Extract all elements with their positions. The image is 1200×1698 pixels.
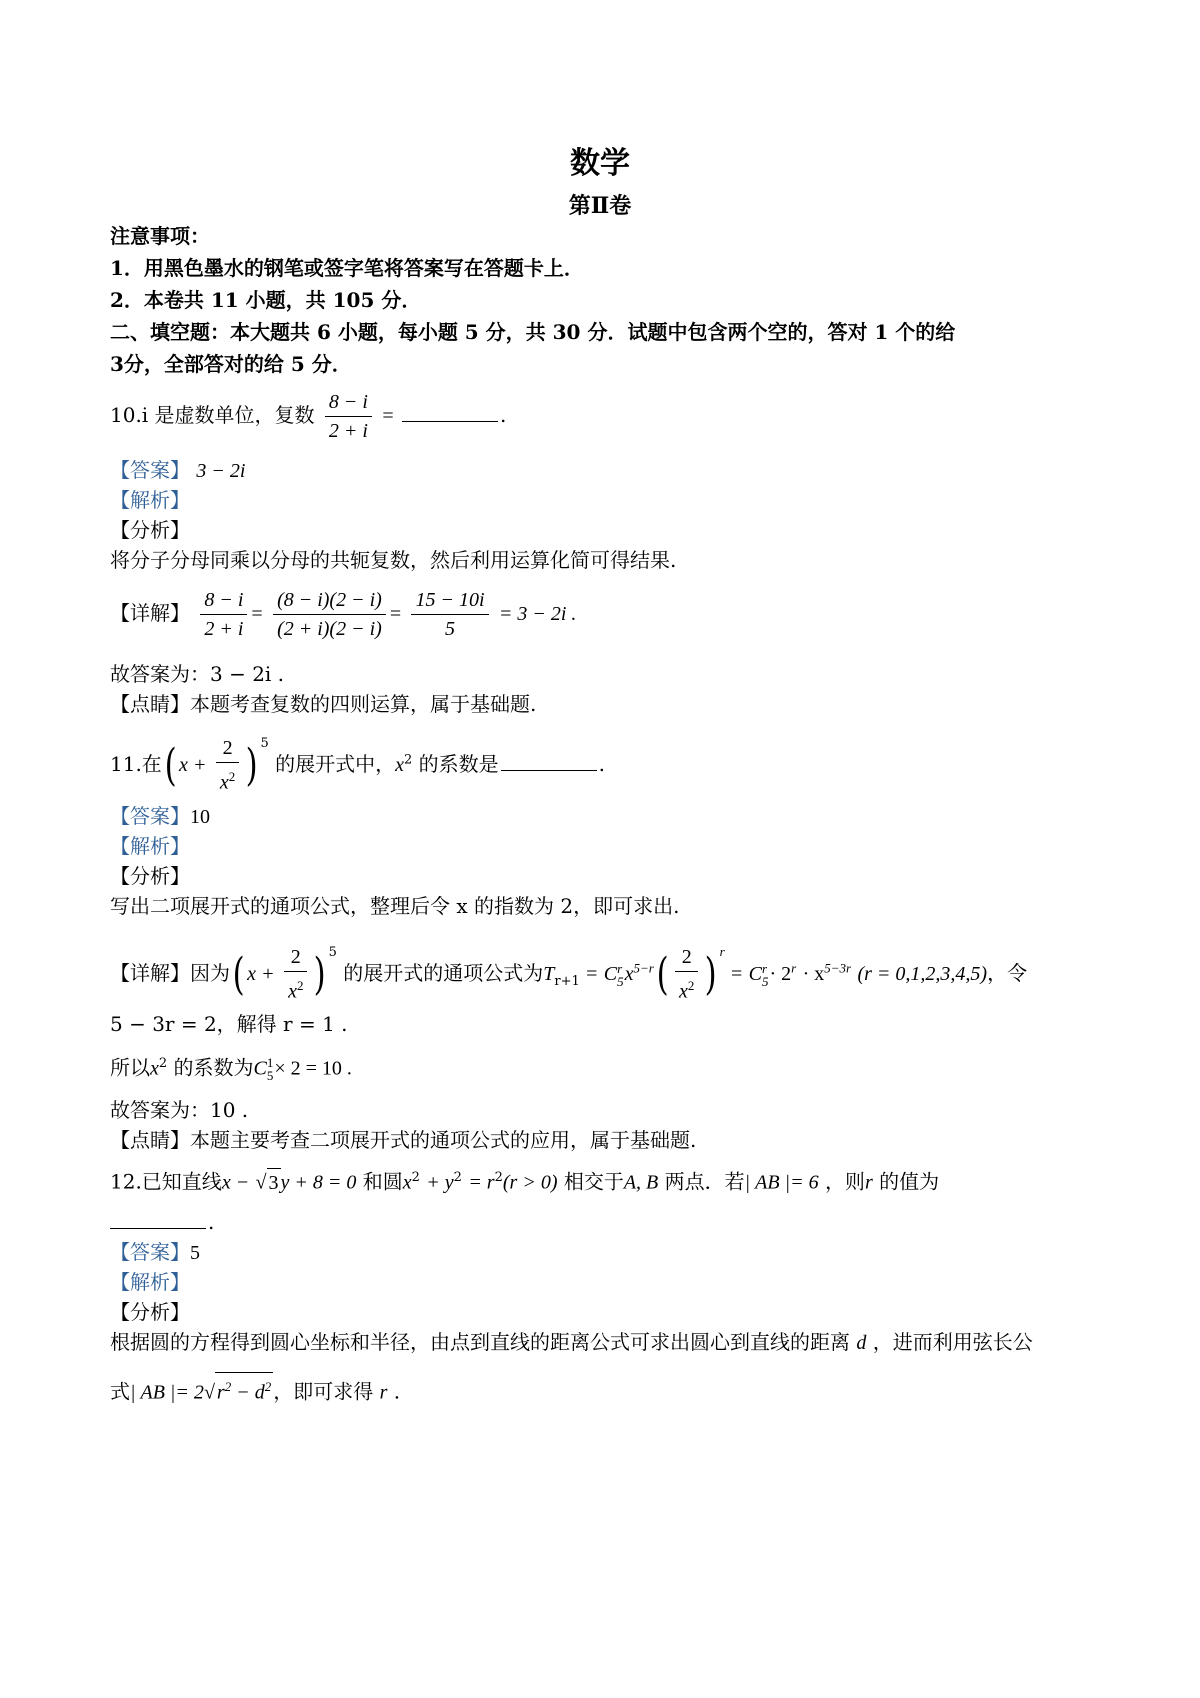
q11-coef-mid: 的系数为 [173, 1055, 254, 1080]
q11-dianjing-text: 本题主要考查二项展开式的通项公式的应用，属于基础题. [190, 1128, 697, 1152]
q11-fraction [216, 734, 239, 797]
page-title: 数学 [570, 146, 630, 181]
q10-detail-den-3: 5 [444, 618, 455, 640]
notice-heading: 注意事项： [110, 224, 210, 248]
q12-stem-suffix: 的值为 [879, 1169, 940, 1194]
q10-detail-num-3: 15 − 10i [411, 586, 488, 615]
q10-detail-den-1: 2 + i [204, 618, 244, 640]
q12-analysis-tag: 【解析】 [110, 1270, 190, 1294]
q12-exp-1: 2 [411, 1170, 420, 1185]
q12-stem-prefix: 12.已知直线 [110, 1169, 222, 1194]
section-instruction-line-2: 3分，全部答对的给 5 分． [110, 352, 352, 376]
q11-dianjing-tag: 【点睛】 [110, 1128, 190, 1152]
q11-coef-C-sub: 5 [266, 1068, 274, 1084]
q10-period: . [499, 403, 507, 427]
q10-final: 故答案为：3 − 2i . [110, 662, 285, 686]
q12-exp-3: 2 [494, 1170, 503, 1185]
q11-coef-suffix: × 2 = 10 . [274, 1057, 352, 1080]
q11-ling: ，令 [987, 961, 1028, 985]
q11-coef [110, 1050, 352, 1083]
q11-C2-sup: r [762, 960, 768, 976]
q10-fenxi-text: 将分子分母同乘以分母的共轭复数，然后利用运算化简可得结果. [110, 548, 677, 572]
q11-T: T [543, 963, 555, 985]
q11-coef-C: C [253, 1057, 267, 1080]
q12-fenxi-r: r [379, 1381, 388, 1404]
q12-circle-a: x [402, 1171, 412, 1194]
q11-answer-value: 10 [190, 806, 210, 828]
q10-stem [110, 388, 506, 445]
q12-fenxi-l2-prefix: 式 [110, 1379, 130, 1404]
q11-C2-scripts [762, 962, 769, 988]
q11-C-sup: r [617, 960, 623, 976]
q11-detail-frac-den [284, 972, 307, 1006]
q11-detail-fraction [284, 943, 307, 1006]
q11-x-term: x [624, 963, 634, 985]
q11-dianjing [110, 1126, 696, 1154]
q11-stem-var: x [395, 754, 404, 776]
q11-C-2: C [748, 963, 762, 985]
q11-coef-C-scripts [267, 1056, 274, 1082]
q11-fenxi-tag: 【分析】 [110, 864, 190, 888]
q11-detail-r-exp: r [719, 944, 725, 959]
q11-detail-plus: + [262, 963, 274, 985]
q11-frac-num: 2 [216, 734, 239, 763]
q10-dianjing [110, 690, 536, 718]
q11-detail-frac2-den-base: x [679, 980, 688, 1003]
q11-stem-var-exp: 2 [403, 752, 413, 768]
page-subtitle: 第Ⅱ卷 [568, 193, 632, 219]
q11-plus: + [194, 754, 206, 776]
q10-detail-result: = 3 − 2i . [498, 603, 577, 625]
q12-answer-value: 5 [190, 1242, 200, 1264]
q12-fenxi-end: . [393, 1379, 401, 1404]
q12-stem-mid4: ，则 [824, 1169, 865, 1194]
q12-stem-mid2: 相交于 [563, 1169, 624, 1194]
q11-C2-sub: 5 [762, 973, 769, 989]
q10-answer-value: 3 − 2i [196, 460, 246, 482]
q12-chord-sqrt-sign: √ [203, 1381, 215, 1404]
q11-analysis-tag: 【解析】 [110, 834, 190, 858]
q11-stem-mid: 的展开式中， [275, 752, 396, 776]
q12-circle-c: = r [468, 1171, 495, 1194]
q11-detail-frac2-den-exp: 2 [687, 978, 695, 994]
q10-eq: = [382, 405, 394, 427]
q12-answer-tag: 【答案】 [110, 1240, 190, 1264]
q10-detail-num-1: 8 − i [200, 586, 247, 615]
q10-detail-num-2: (8 − i)(2 − i) [273, 586, 386, 615]
q11-answer-blank [501, 752, 597, 771]
q10-dianjing-tag: 【点睛】 [110, 692, 190, 716]
q11-period: . [598, 752, 605, 776]
q11-coef-prefix: 所以 [110, 1055, 150, 1080]
q10-detail-frac-2 [273, 586, 386, 643]
q11-detail-tag: 【详解】 [110, 961, 190, 985]
q12-chord-inner-a: r [216, 1381, 225, 1404]
q11-x-term-exp: 5−r [633, 960, 654, 976]
q11-mid2: · 2 [769, 963, 792, 985]
q11-detail: 【详解】因为( x + $\frac{2}{x^2}$ ) $^5$ 的展开式的通项公式为$T_{r+1} = C$ r 5 $x^{5-r}$( $\frac{2}{x^2}$ ) $^r$ = C r 5 · $2^r \cdot x^{5-3r}$ (r = 0,1,2,3,4,5)，令 [110, 938, 1027, 1006]
q12-r: r [864, 1171, 873, 1194]
q10-answer-blank [402, 403, 498, 422]
q12-chord-a: | AB |= 2 [130, 1381, 204, 1404]
q12-ab-eq: | AB |= 6 [744, 1171, 819, 1194]
q11-coef-C-sup: 1 [266, 1055, 274, 1071]
q11-detail-x: x [247, 963, 257, 985]
q12-points: A, B [623, 1171, 659, 1194]
q12-circle-d: (r > 0) [502, 1171, 558, 1194]
q11-power: 5 [260, 736, 269, 751]
q12-fenxi-l2-suffix: ，即可求得 [273, 1379, 374, 1404]
q12-answer [110, 1238, 200, 1267]
q12-chord-exp-1: 2 [224, 1379, 232, 1394]
q12-fenxi-l1-end: ，进而利用弦长公 [872, 1330, 1033, 1354]
q11-fenxi-text: 写出二项展开式的通项公式，整理后令 x 的指数为 2，即可求出. [110, 894, 680, 918]
q11-detail-frac2-den [675, 972, 698, 1006]
q11-frac-den-base: x [219, 771, 229, 794]
q11-frac-den-exp: 2 [228, 769, 236, 785]
q12-stem-mid: 和圆 [362, 1169, 403, 1194]
q11-eq-2: = [731, 963, 743, 985]
q10-detail-frac-1 [200, 586, 247, 643]
q11-T-sub: r+1 [554, 974, 580, 989]
q10-stem-prefix: 10.i 是虚数单位，复数 [110, 403, 315, 427]
section-instruction-line-1: 二、填空题：本大题共 6 小题，每小题 5 分，共 30 分．试题中包含两个空的，答对 1 个的给 [110, 320, 956, 344]
q10-fenxi-tag: 【分析】 [110, 518, 190, 542]
notice-item-1: 1．用黑色墨水的钢笔或签字笔将答案写在答题卡上． [110, 256, 584, 280]
q10-answer [110, 456, 245, 485]
q12-fenxi-l1: 根据圆的方程得到圆心坐标和半径，由点到直线的距离公式可求出圆心到直线的距离 [110, 1330, 850, 1354]
q11-mid3: · x [802, 963, 825, 985]
q11-detail-frac-num: 2 [284, 943, 307, 972]
q12-chord-radicand [215, 1372, 273, 1407]
q11-coef-var: x [150, 1057, 159, 1080]
q11-x: x [178, 754, 188, 776]
q11-mid2-exp: r [791, 960, 797, 976]
q11-solve: 5 − 3r = 2，解得 r = 1 . [110, 1012, 348, 1036]
q12-stem-mid3: 两点．若 [664, 1169, 745, 1194]
q12-answer-blank [110, 1210, 206, 1229]
q10-fraction [325, 388, 372, 445]
q11-coef-var-exp: 2 [158, 1056, 168, 1071]
q11-detail-power: 5 [328, 945, 337, 960]
q11-C: C [603, 963, 618, 985]
q11-detail-mid: 的展开式的通项公式为 [343, 961, 544, 985]
q11-detail-prefix: 因为 [190, 961, 230, 985]
q11-detail-fraction-2 [675, 943, 698, 1006]
q12-chord-exp-2: 2 [264, 1379, 272, 1394]
q10-detail-tag: 【详解】 [110, 601, 190, 625]
q11-final: 故答案为：10 . [110, 1098, 249, 1122]
q10-detail: 【详解】 $\frac{8 - i}{2 + i}$ = $\frac{(8 - i)(2 - i)}{(2 + i)(2 - i)}$ = $\frac{15 - 10i}{5}$ = 3 − 2i . [110, 586, 576, 643]
q12-sqrt3: 3 [267, 1168, 281, 1197]
q11-frac-den [216, 763, 239, 797]
notice-item-2: 2．本卷共 11 小题，共 105 分． [110, 288, 422, 312]
q10-detail-frac-3 [411, 586, 488, 643]
q12-blank-line [110, 1208, 214, 1236]
q10-answer-tag: 【答案】 [110, 458, 190, 482]
q11-detail-frac-den-exp: 2 [296, 978, 304, 994]
q12-fenxi-line-2 [110, 1372, 400, 1407]
q12-period: . [208, 1210, 215, 1234]
q12-line-eq-a: x − [221, 1171, 250, 1194]
q12-fenxi-line-1 [110, 1328, 1033, 1357]
q12-fenxi-d: d [856, 1332, 867, 1354]
q10-detail-den-2: (2 + i)(2 − i) [277, 618, 382, 640]
q11-answer-tag: 【答案】 [110, 804, 190, 828]
q11-stem-suffix: 的系数是 [418, 752, 499, 776]
q12-sqrt-sign: √ [255, 1171, 267, 1194]
q10-frac-den: 2 + i [328, 420, 368, 442]
q11-C-sub: 5 [617, 973, 624, 989]
q11-detail-frac2-num: 2 [675, 943, 698, 972]
q10-frac-num: 8 − i [325, 388, 372, 417]
q11-stem: 11.在( x + $\frac{2}{x^2}$ ) $^5$ 的展开式中，$x^2$ 的系数是 . [110, 730, 605, 797]
q12-circle-b: + y [426, 1171, 454, 1194]
q12-fenxi-tag: 【分析】 [110, 1300, 190, 1324]
q11-mid3-exp: 5−3r [824, 960, 852, 976]
q12-line-eq-b: y + 8 = 0 [280, 1171, 357, 1194]
q12-exp-2: 2 [453, 1170, 462, 1185]
q11-detail-frac-den-base: x [288, 980, 297, 1003]
q11-answer [110, 802, 210, 831]
q11-stem-prefix: 11.在 [110, 752, 162, 776]
q10-analysis-tag: 【解析】 [110, 488, 190, 512]
q12-stem [110, 1164, 939, 1197]
q11-C-scripts [617, 962, 624, 988]
q12-chord-inner-b: − d [236, 1381, 265, 1404]
q10-dianjing-text: 本题考查复数的四则运算，属于基础题. [190, 692, 537, 716]
q11-eq-1: = [586, 963, 598, 985]
q11-range: (r = 0,1,2,3,4,5) [857, 963, 988, 985]
